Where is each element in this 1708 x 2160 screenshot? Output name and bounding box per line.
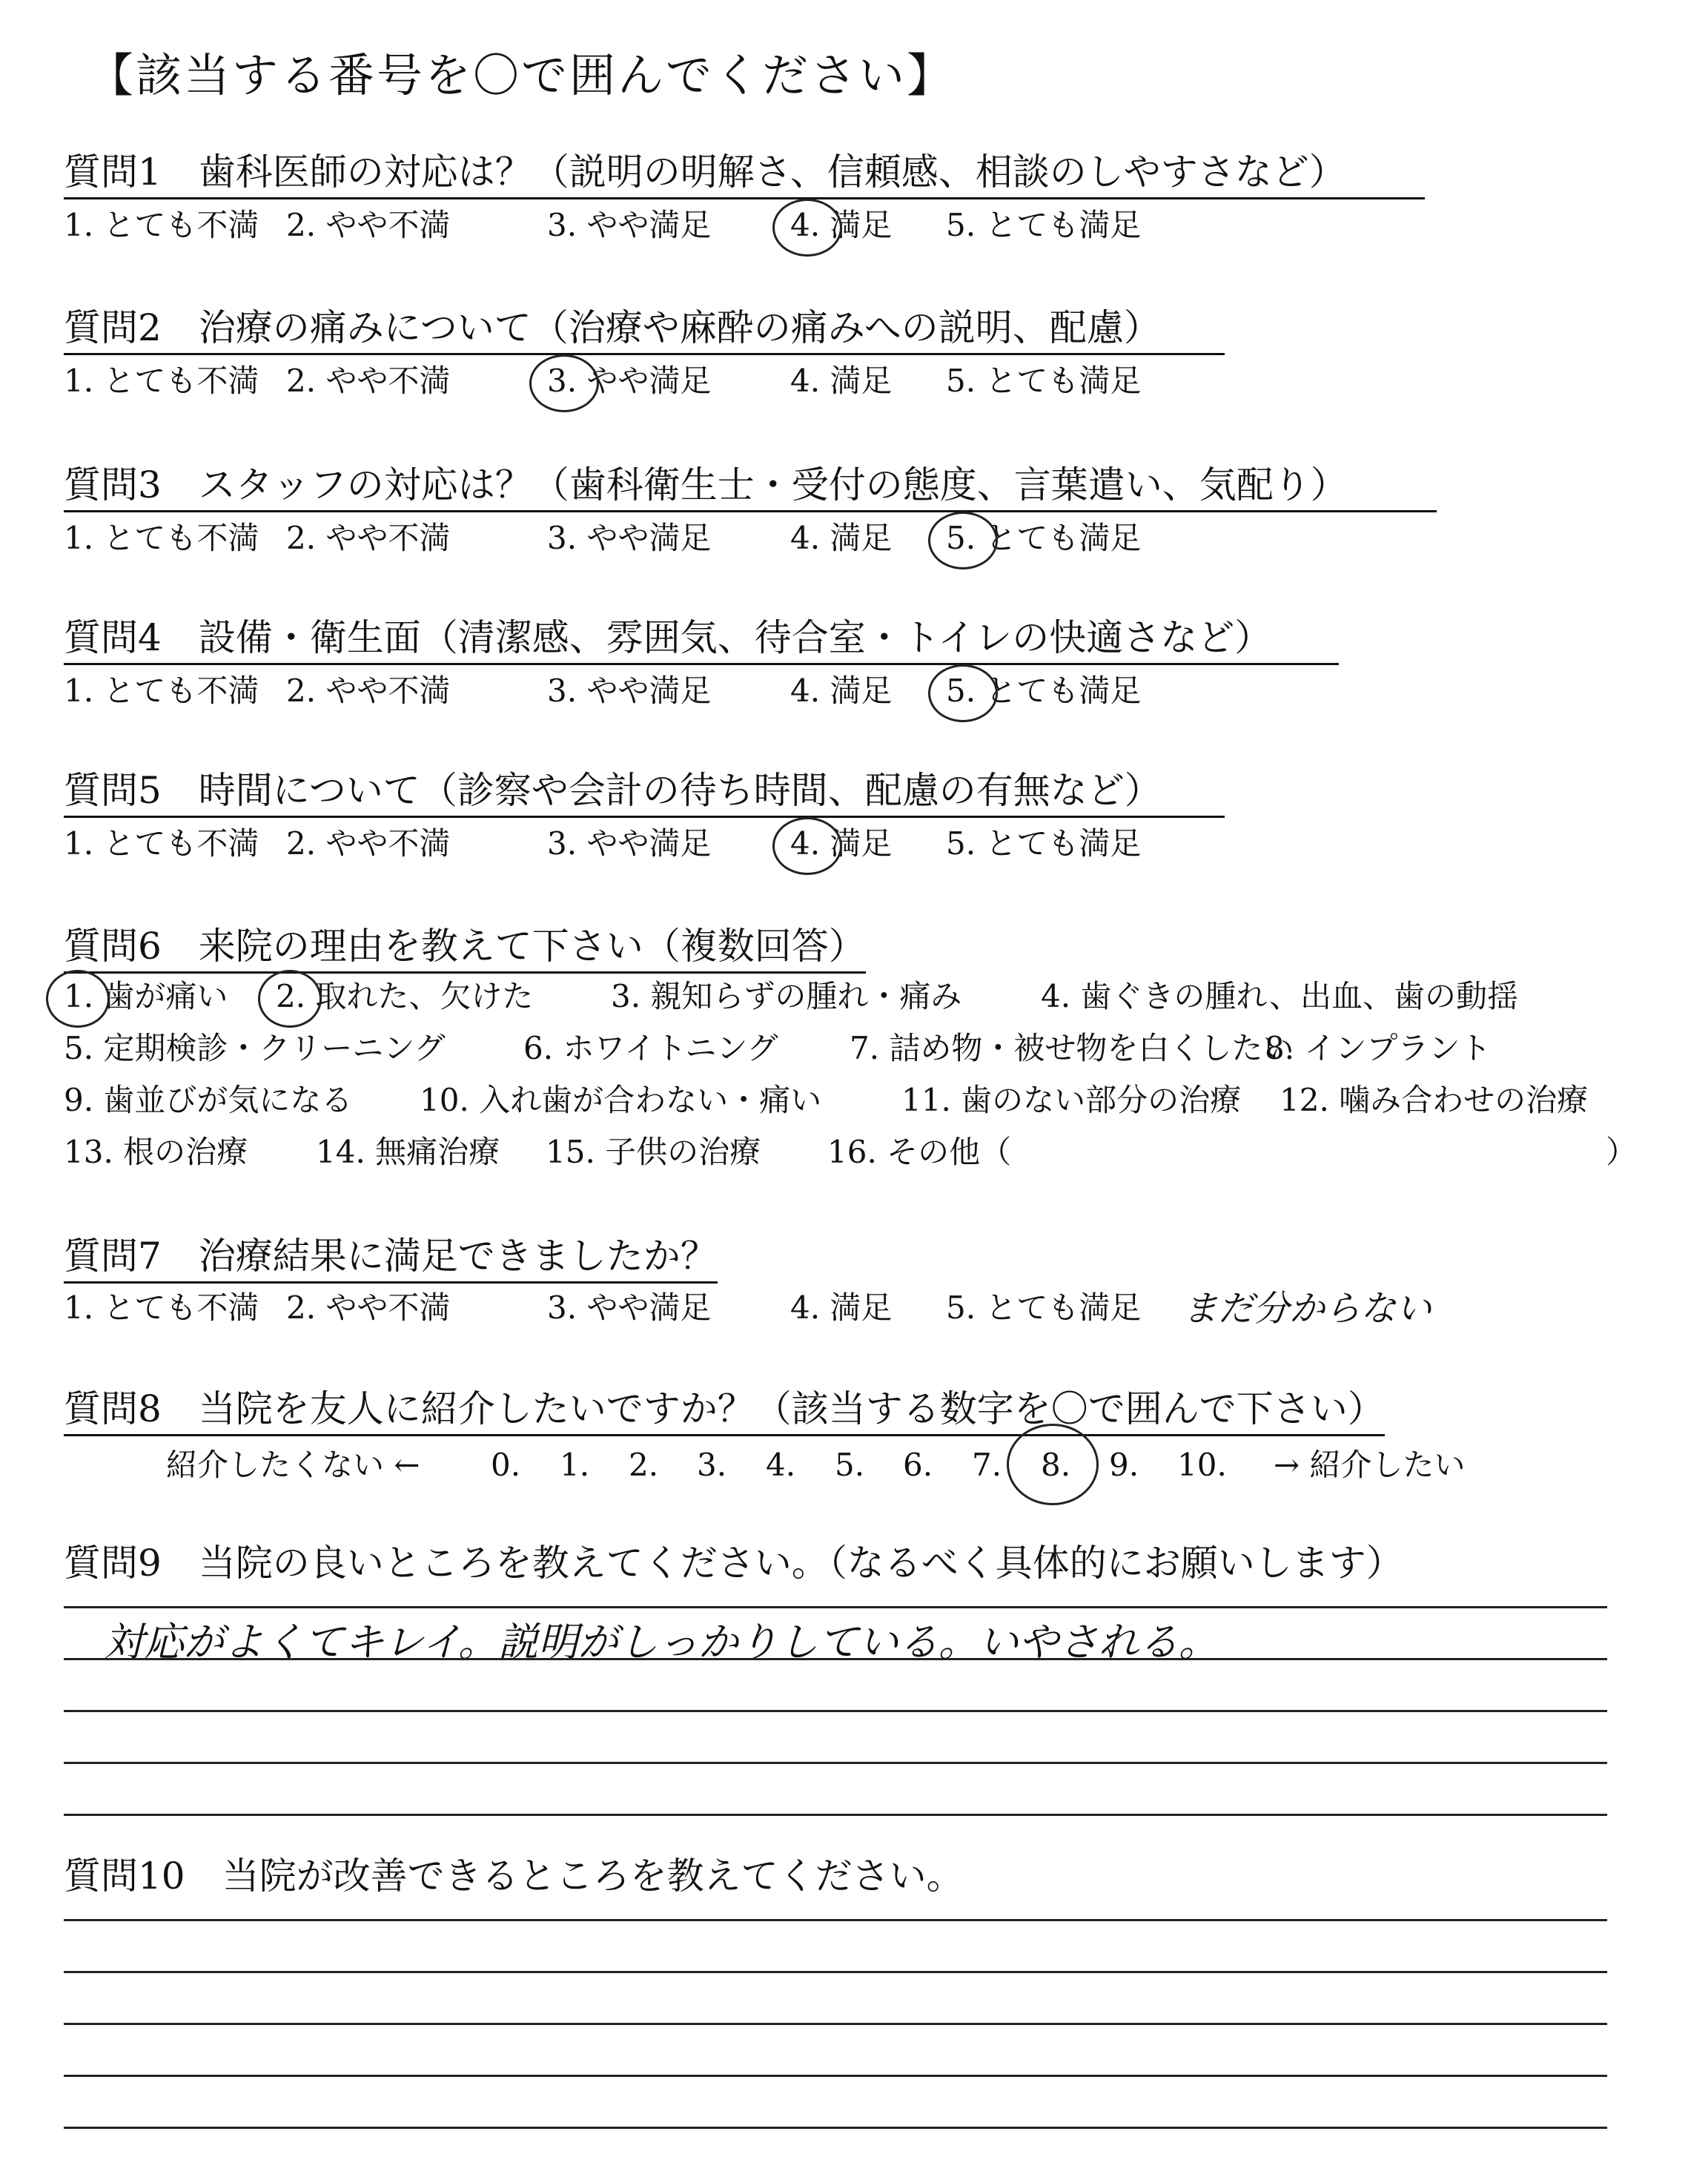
scale-option[interactable]: 4. 満足 [790,673,893,709]
reason-option[interactable]: ） [1606,1134,1638,1170]
reason-option[interactable]: 4. 歯ぐきの腫れ、出血、歯の動揺 [1041,978,1518,1014]
scale-option[interactable]: 2. やや不満 [286,363,451,399]
recommend-number[interactable]: 7. [972,1447,1002,1483]
reason-option[interactable]: 12. 噛み合わせの治療 [1280,1082,1589,1118]
selection-circle [928,512,998,569]
q2-title: 質問2 治療の痛みについて（治療や麻酔の痛みへの説明、配慮） [64,305,1225,355]
scale-option[interactable]: 5. とても満足 [946,825,1142,862]
reason-option[interactable]: 1. 歯が痛い [64,978,228,1014]
selection-circle [46,970,110,1028]
scale-option[interactable]: 3. やや満足 [547,1289,712,1326]
scale-option[interactable]: 3. やや満足 [547,825,712,862]
selection-circle [258,970,322,1028]
q3-title: 質問3 スタッフの対応は？（歯科衛生士・受付の態度、言葉遣い、気配り） [64,463,1437,512]
reason-option[interactable]: 5. 定期検診・クリーニング [64,1030,446,1066]
q7-title: 質問7 治療結果に満足できましたか？ [64,1234,718,1284]
scale-option[interactable]: 4. 満足 [790,207,893,243]
recommend-number[interactable]: 4. [766,1447,796,1483]
scale-option[interactable]: 1. とても不満 [64,520,259,556]
q7-handwritten-answer: まだ分からない [1182,1288,1432,1330]
reason-option[interactable]: 8. インプラント [1265,1030,1492,1066]
selection-circle [772,817,842,875]
q9-answer-line [64,1710,1607,1712]
page-title: 【該当する番号を〇で囲んでください】 [87,48,956,102]
q10-answer-line [64,1971,1607,1973]
q9-title: 質問9 当院の良いところを教えてください。（なるべく具体的にお願いします） [64,1542,1403,1585]
reason-option[interactable]: 11. 歯のない部分の治療 [901,1082,1242,1118]
reason-option[interactable]: 3. 親知らずの腫れ・痛み [611,978,962,1014]
selection-circle [529,354,599,412]
q8-scale [0,1444,1708,1489]
q10-answer-line [64,1919,1607,1921]
recommend-number[interactable]: 5. [835,1447,865,1483]
q6-title: 質問6 来院の理由を教えて下さい（複数回答） [64,924,866,974]
scale-option[interactable]: 2. やや不満 [286,207,451,243]
reason-option[interactable]: 7. 詰め物・被せ物を白くしたい [850,1030,1294,1066]
q10-answer-line [64,2023,1607,2025]
reason-option[interactable]: 9. 歯並びが気になる [64,1082,353,1118]
selection-circle [1007,1424,1099,1505]
q8-title: 質問8 当院を友人に紹介したいですか？（該当する数字を〇で囲んで下さい） [64,1387,1385,1436]
scale-option[interactable]: 1. とても不満 [64,207,259,243]
scale-option[interactable]: 4. 満足 [790,825,893,862]
recommend-number[interactable]: 3. [697,1447,727,1483]
q10-answer-line [64,2127,1607,2129]
recommend-number[interactable]: 6. [903,1447,933,1483]
scale-option[interactable]: 2. やや不満 [286,673,451,709]
q9-answer-line [64,1762,1607,1764]
scale-option[interactable]: 5. とても満足 [946,1289,1142,1326]
q8-left-label: 紹介したくない ← [166,1447,420,1483]
scale-option[interactable]: 3. やや満足 [547,207,712,243]
reason-option[interactable]: 6. ホワイトニング [523,1030,778,1066]
scale-option[interactable]: 1. とても不満 [64,673,259,709]
scale-option[interactable]: 1. とても不満 [64,363,259,399]
q9-answer-line [64,1814,1607,1816]
reason-option[interactable]: 2. 取れた、欠けた [276,978,534,1014]
scale-option[interactable]: 4. 満足 [790,520,893,556]
scale-option[interactable]: 3. やや満足 [547,520,712,556]
recommend-number[interactable]: 2. [629,1447,659,1483]
reason-option[interactable]: 13. 根の治療 [64,1134,248,1170]
reason-option[interactable]: 16. その他（ [827,1134,1012,1170]
scale-option[interactable]: 1. とても不満 [64,1289,259,1326]
recommend-number[interactable]: 8. [1041,1447,1071,1483]
scale-option[interactable]: 1. とても不満 [64,825,259,862]
reason-option[interactable]: 14. 無痛治療 [316,1134,500,1170]
scale-option[interactable]: 4. 満足 [790,1289,893,1326]
reason-option[interactable]: 10. 入れ歯が合わない・痛い [420,1082,822,1118]
reason-option[interactable]: 15. 子供の治療 [546,1134,761,1170]
q9-answer-line [64,1658,1607,1660]
scale-option[interactable]: 3. やや満足 [547,363,712,399]
scale-option[interactable]: 5. とても満足 [946,520,1142,556]
scale-option[interactable]: 2. やや不満 [286,520,451,556]
q1-title: 質問1 歯科医師の対応は？（説明の明解さ、信頼感、相談のしやすさなど） [64,150,1425,199]
q9-answer-line [64,1606,1607,1608]
recommend-number[interactable]: 9. [1109,1447,1139,1483]
scale-option[interactable]: 5. とても満足 [946,673,1142,709]
scale-option[interactable]: 2. やや不満 [286,825,451,862]
scale-option[interactable]: 5. とても満足 [946,363,1142,399]
q10-title: 質問10 当院が改善できるところを教えてください。 [64,1855,964,1898]
recommend-number[interactable]: 10. [1177,1447,1227,1483]
scale-option[interactable]: 3. やや満足 [547,673,712,709]
q4-title: 質問4 設備・衛生面（清潔感、雰囲気、待合室・トイレの快適さなど） [64,615,1339,665]
recommend-number[interactable]: 0. [491,1447,521,1483]
scale-option[interactable]: 4. 満足 [790,363,893,399]
q8-right-label: → 紹介したい [1274,1447,1466,1483]
q9-handwritten-answer: 対応がよくてキレイ。説明がしっかりしている。いやされる。 [104,1619,1219,1665]
scale-option[interactable]: 2. やや不満 [286,1289,451,1326]
recommend-number[interactable]: 1. [560,1447,590,1483]
scale-option[interactable]: 5. とても満足 [946,207,1142,243]
selection-circle [928,664,998,722]
q10-answer-line [64,2075,1607,2077]
q5-title: 質問5 時間について（診察や会計の待ち時間、配慮の有無など） [64,768,1225,818]
selection-circle [772,199,842,257]
